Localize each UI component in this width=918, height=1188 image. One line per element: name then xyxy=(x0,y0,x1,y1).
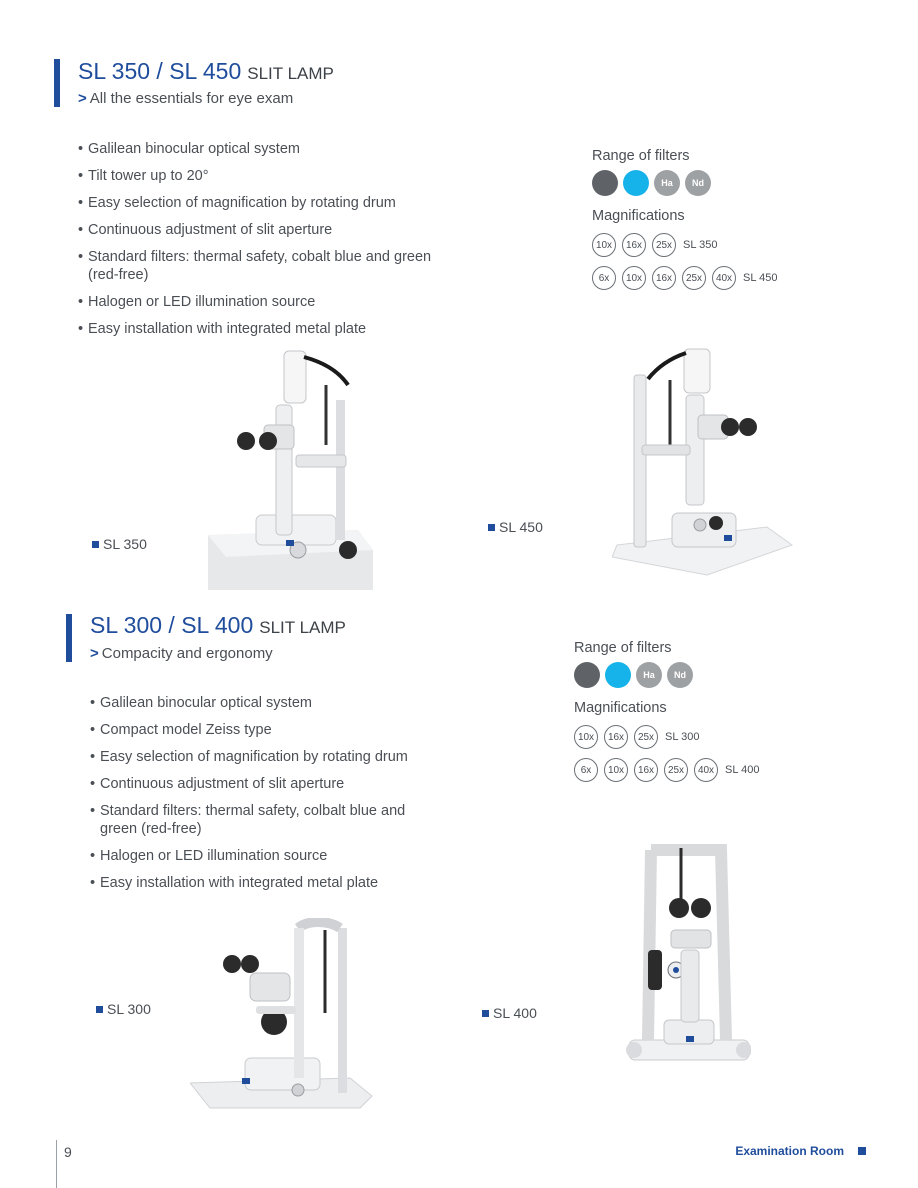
square-bullet-icon xyxy=(482,1010,489,1017)
section2-subtitle-text: Compacity and ergonomy xyxy=(101,645,273,662)
section2-accent-bar xyxy=(66,614,72,662)
sl300-caption: SL 300 xyxy=(96,1001,151,1017)
magnification-model-label: SL 300 xyxy=(665,731,700,743)
page-number: 9 xyxy=(64,1144,72,1160)
magnification-badge: 25x xyxy=(664,758,688,782)
magnification-badge: 25x xyxy=(652,233,676,257)
feature-item: • Galilean binocular optical system xyxy=(90,694,430,712)
feature-item: • Tilt tower up to 20° xyxy=(78,167,458,185)
magnification-badge: 16x xyxy=(622,233,646,257)
footer-divider xyxy=(56,1140,57,1188)
chevron-right-icon: > xyxy=(90,645,99,662)
feature-item: • Standard filters: thermal safety, colbalt blue and green (red-free) xyxy=(90,802,430,838)
magnification-badge: 25x xyxy=(682,266,706,290)
section1-feature-list xyxy=(78,140,458,347)
feature-item: • Halogen or LED illumination source xyxy=(90,847,430,865)
section2-mag-row-sl400 xyxy=(574,758,759,782)
magnification-badge: 16x xyxy=(604,725,628,749)
feature-item: • Compact model Zeiss type xyxy=(90,721,430,739)
magnification-badge: 10x xyxy=(604,758,628,782)
sl300-product-image xyxy=(190,918,375,1110)
filter-nd-swatch: Nd xyxy=(685,170,711,196)
filter-cobalt-blue-swatch xyxy=(623,170,649,196)
section1-accent-bar xyxy=(54,59,60,107)
section1-filters-label: Range of filters xyxy=(592,148,690,164)
section2-title xyxy=(90,612,346,639)
section1-title-model: SL 350 / SL 450 xyxy=(78,58,242,84)
section1-subtitle xyxy=(78,90,293,107)
magnification-model-label: SL 350 xyxy=(683,239,718,251)
sl350-product-image xyxy=(208,345,378,590)
sl350-caption: SL 350 xyxy=(92,536,147,552)
section1-mag-row-sl450 xyxy=(592,266,777,290)
section2-title-suffix: SLIT LAMP xyxy=(259,618,346,637)
magnification-model-label: SL 400 xyxy=(725,764,760,776)
section2-filter-swatches xyxy=(574,662,693,688)
feature-item: • Galilean binocular optical system xyxy=(78,140,458,158)
magnification-badge: 6x xyxy=(592,266,616,290)
section2-filters-label: Range of filters xyxy=(574,640,672,656)
sl400-product-image xyxy=(626,840,751,1065)
section1-title xyxy=(78,58,334,85)
feature-item: • Easy selection of magnification by rotating drum xyxy=(78,194,458,212)
footer-section-name: Examination Room xyxy=(735,1144,844,1158)
section1-filter-swatches xyxy=(592,170,711,196)
magnification-badge: 10x xyxy=(592,233,616,257)
sl450-caption: SL 450 xyxy=(488,519,543,535)
filter-nd-swatch: Nd xyxy=(667,662,693,688)
sl450-product-image xyxy=(612,345,797,577)
section1-mag-row-sl350 xyxy=(592,233,717,257)
feature-item: • Easy selection of magnification by rotating drum xyxy=(90,748,430,766)
filter-cobalt-blue-swatch xyxy=(605,662,631,688)
magnification-badge: 25x xyxy=(634,725,658,749)
section2-mag-row-sl300 xyxy=(574,725,699,749)
sl400-caption: SL 400 xyxy=(482,1005,537,1021)
magnification-badge: 16x xyxy=(634,758,658,782)
section1-subtitle-text: All the essentials for eye exam xyxy=(89,90,294,107)
filter-ha-swatch: Ha xyxy=(636,662,662,688)
feature-item: • Easy installation with integrated metal plate xyxy=(78,320,458,338)
section2-magnifications-label: Magnifications xyxy=(574,700,667,716)
magnification-badge: 40x xyxy=(694,758,718,782)
chevron-right-icon: > xyxy=(78,90,87,107)
filter-dark-grey-swatch xyxy=(574,662,600,688)
magnification-badge: 10x xyxy=(574,725,598,749)
filter-dark-grey-swatch xyxy=(592,170,618,196)
square-bullet-icon xyxy=(92,541,99,548)
section1-magnifications-label: Magnifications xyxy=(592,208,685,224)
feature-item: • Easy installation with integrated metal plate xyxy=(90,874,430,892)
feature-item: • Halogen or LED illumination source xyxy=(78,293,458,311)
square-bullet-icon xyxy=(96,1006,103,1013)
magnification-badge: 6x xyxy=(574,758,598,782)
magnification-badge: 16x xyxy=(652,266,676,290)
square-bullet-icon xyxy=(488,524,495,531)
feature-item: • Continuous adjustment of slit aperture xyxy=(90,775,430,793)
filter-ha-swatch: Ha xyxy=(654,170,680,196)
magnification-badge: 10x xyxy=(622,266,646,290)
section2-subtitle xyxy=(90,645,273,662)
feature-item: • Standard filters: thermal safety, cobalt blue and green (red-free) xyxy=(78,248,458,284)
section2-title-model: SL 300 / SL 400 xyxy=(90,612,254,638)
magnification-model-label: SL 450 xyxy=(743,272,778,284)
feature-item: • Continuous adjustment of slit aperture xyxy=(78,221,458,239)
section2-feature-list xyxy=(90,694,430,901)
section1-title-suffix: SLIT LAMP xyxy=(247,64,334,83)
square-bullet-icon xyxy=(858,1147,866,1155)
magnification-badge: 40x xyxy=(712,266,736,290)
